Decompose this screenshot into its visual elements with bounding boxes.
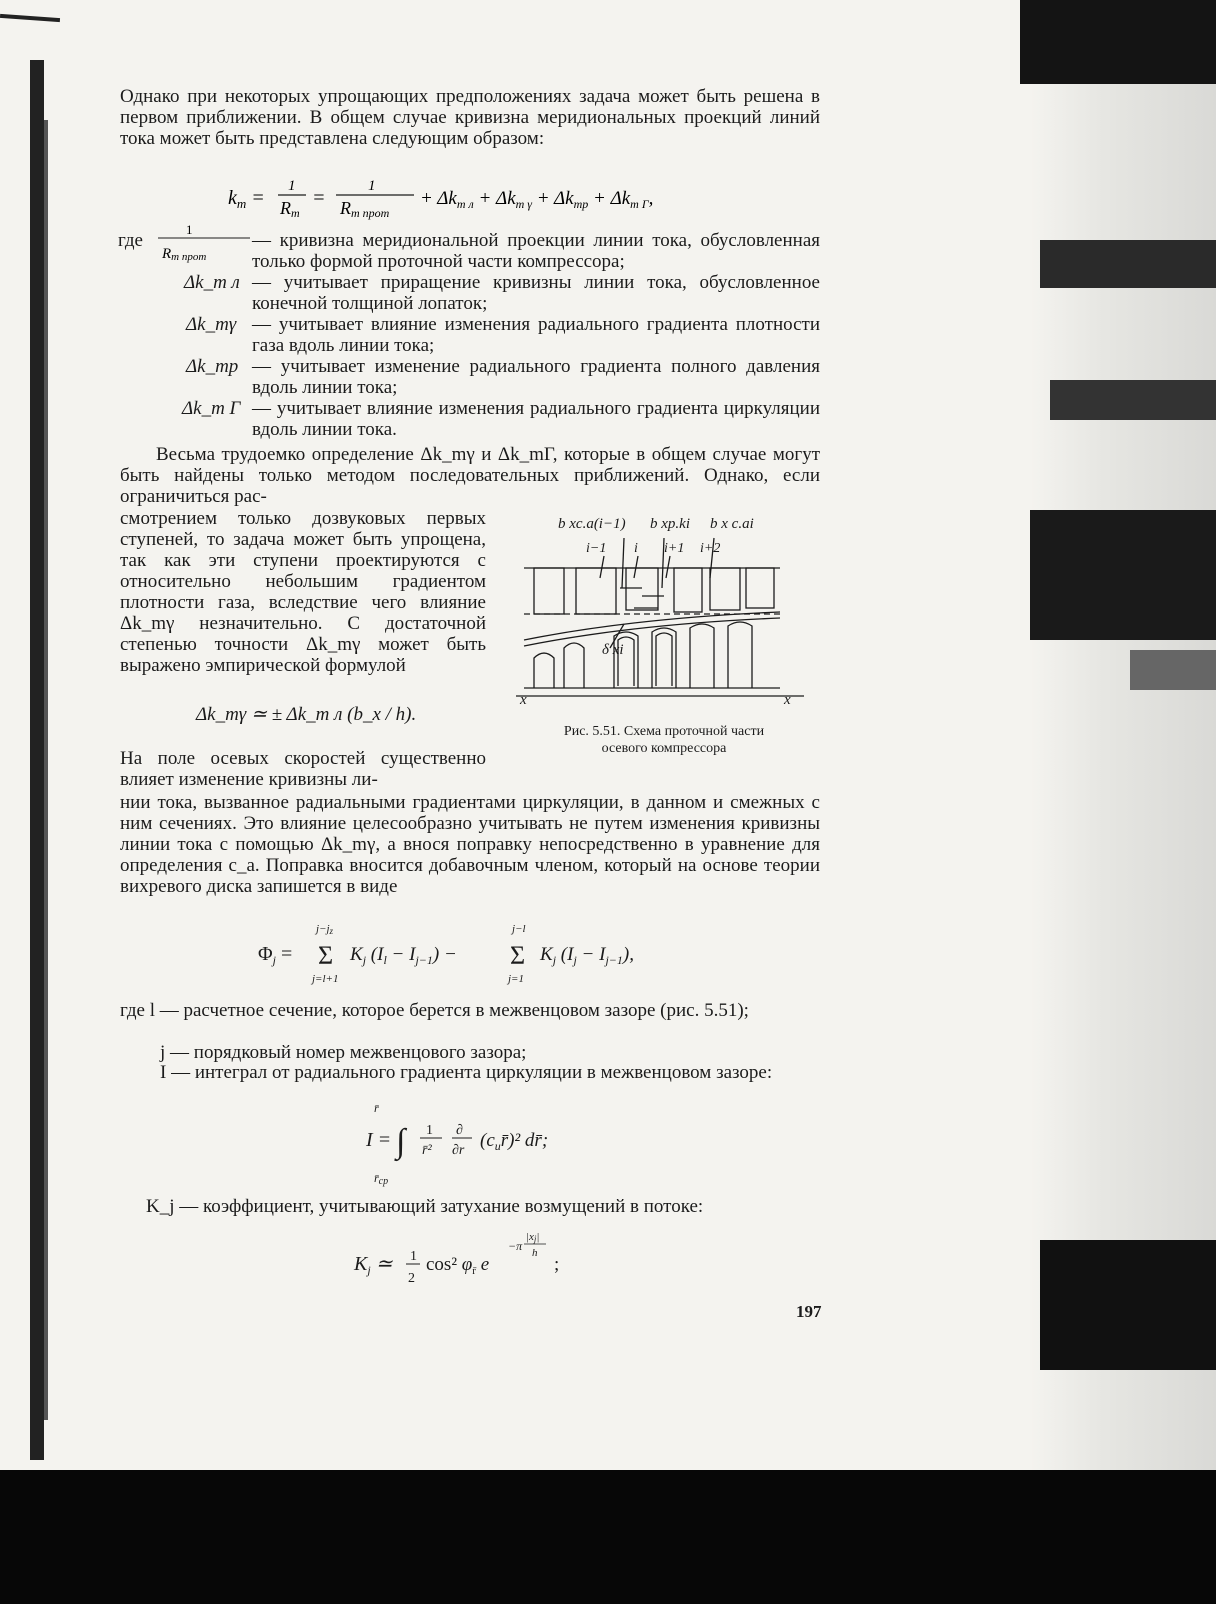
formula-K xyxy=(350,1226,590,1290)
paragraph-third: нии тока, вызванное радиальными градиентами циркуляции, в данном и смежных с ним сечениях. Это влияние целесообразно учитывать не путем изменения кривизны линии тока с помощью Δk_mγ, а внося поправку непосредственно в уравнение для определения c_a. Поправка вносится добавочным членом, который на основе теории вихревого диска запишется в виде xyxy=(120,792,820,897)
formula-integral-svg xyxy=(360,1100,620,1188)
label-i-plus-1: i+1 xyxy=(664,541,685,556)
figure-compressor-schematic xyxy=(514,508,810,708)
svg-text:km =: $k_m$ = xyxy=(228,187,265,211)
svg-text:1: 1 xyxy=(186,222,193,237)
label-i-plus-2: i+2 xyxy=(700,541,721,556)
def4-text: — учитывает изменение радиального градиента полного давления вдоль линии тока; xyxy=(252,356,820,398)
where-label: где xyxy=(118,230,143,251)
svg-text:∂: ∂ xyxy=(456,1123,463,1138)
def-l: где l — расчетное сечение, которое берется в межвенцовом зазоре (рис. 5.51); xyxy=(120,1000,749,1021)
svg-text:;: ; xyxy=(554,1254,560,1275)
formula-km-svg xyxy=(228,174,728,222)
svg-text:Rm прот: Rm прот xyxy=(340,198,390,220)
def3-term: Δk_mγ xyxy=(186,314,237,335)
svg-text:j=l+1: j=l+1 xyxy=(312,973,339,985)
svg-text:r̄²: r̄² xyxy=(422,1143,432,1158)
paragraph-second-column: смотрением только дозвуковых первых ступеней, то задача может быть упрощена, так как эти ступени проектируются с относительно небольшим градиентом плотности газа, вследствие чего влияние Δk_mγ незначительно. С достаточной степенью точности Δk_mγ может быть выражено эмпирической формулой xyxy=(120,508,486,676)
paragraph-intro: Однако при некоторых упрощающих предположениях задача может быть решена в первом приближении. В общем случае кривизна меридиональных проекций линий тока может быть представлена следующим образом: xyxy=(120,86,820,149)
label-bxcai: b x c.ai xyxy=(710,516,754,532)
def4-term: Δk_mp xyxy=(186,356,239,377)
def5-term: Δk_m Г xyxy=(182,398,241,419)
svg-text:Φj =: $\Phi_j$ = xyxy=(258,943,293,967)
scan-block-right xyxy=(1030,510,1216,640)
svg-text:Rm: Rm xyxy=(280,198,300,220)
svg-text:−π: −π xyxy=(508,1239,523,1253)
def5-text: — учитывает влияние изменения радиального градиента циркуляции вдоль линии тока. xyxy=(252,398,820,440)
scan-edge-left-inner xyxy=(44,120,48,1420)
scan-block-right xyxy=(1040,240,1216,288)
svg-text:I =: I = xyxy=(366,1129,392,1151)
formula-phi-svg xyxy=(250,920,690,990)
svg-text:Kj (Ij − Ij−1),: $K_j$ $(I_j - I_{j-1})$, xyxy=(540,944,634,967)
svg-text:Rm прот: Rm прот xyxy=(162,246,207,263)
paragraph-second: Весьма трудоемко определение Δk_mγ и Δk_mГ, которые в общем случае могут быть найдены только методом последовательных приближений. Однако, если ограничиться рас- xyxy=(120,444,820,507)
label-i-minus-1: i−1 xyxy=(586,541,607,556)
scan-block-right-top xyxy=(1020,0,1216,84)
formula-K-svg xyxy=(350,1226,590,1290)
label-x-right: x xyxy=(784,692,791,708)
svg-text:Σ: Σ xyxy=(510,941,526,970)
scan-edge-left xyxy=(30,60,44,1460)
paragraph-third-column: На поле осевых скоростей существенно влияет изменение кривизны ли- xyxy=(120,748,486,790)
svg-text:1: 1 xyxy=(410,1249,417,1264)
svg-text:1: 1 xyxy=(426,1123,433,1138)
figure-svg xyxy=(514,508,810,708)
def-I: I — интеграл от радиального градиента циркуляции в межвенцовом зазоре: xyxy=(160,1062,773,1083)
formula-integral xyxy=(360,1100,620,1188)
svg-text:|xj|: |xj| xyxy=(526,1231,540,1244)
formula-phi xyxy=(250,920,690,990)
svg-text:1: 1 xyxy=(368,178,376,194)
svg-text:1: 1 xyxy=(288,178,296,194)
svg-text:h: h xyxy=(532,1247,538,1259)
svg-text:(cur̄)² dr̄;: $(c_ur̄)^2$ dr̄; xyxy=(480,1130,549,1153)
figure-caption-line1: Рис. 5.51. Схема проточной части xyxy=(563,724,765,739)
formula-km xyxy=(228,174,728,222)
svg-text:=: = xyxy=(312,187,326,209)
def1-term-svg xyxy=(156,222,252,266)
def1-term xyxy=(156,222,252,266)
label-bxca-prev: b xc.a(i−1) xyxy=(558,516,626,532)
def2-term: Δk_m л xyxy=(184,272,240,293)
svg-text:∫: ∫ xyxy=(396,1123,406,1160)
scan-artifact-top xyxy=(0,14,60,22)
svg-text:j−l: j−l xyxy=(512,923,526,935)
svg-text:j=1: j=1 xyxy=(508,973,524,985)
svg-text:Kj (Il − Ij−1) −: $K_j$ $(I_l - I_{j-1})$ − xyxy=(350,944,457,967)
svg-text:Σ: Σ xyxy=(318,941,334,970)
scan-block-right xyxy=(1130,650,1216,690)
svg-text:+ Δkm л + Δkm γ + Δkmp + Δkm Г: + $\Delta k_{m л} + \Delta k_{m \gamma} + \Delta k_{mp} + \Delta k_{m Г}$, xyxy=(420,188,654,211)
svg-text:2: 2 xyxy=(408,1271,415,1286)
label-bxpki: b xp.ki xyxy=(650,516,690,532)
formula-approx: Δk_mγ ≃ ± Δk_m л (b_x / h). xyxy=(196,704,417,725)
svg-text:∂r: ∂r xyxy=(452,1143,465,1158)
figure-caption-line2: осевого компрессора xyxy=(601,741,727,756)
svg-text:r̄: r̄ xyxy=(374,1101,379,1115)
def2-text: — учитывает приращение кривизны линии тока, обусловленное конечной толщиной лопаток; xyxy=(252,272,820,314)
label-x-left: x xyxy=(520,692,527,708)
scan-band-bottom xyxy=(0,1470,1216,1604)
scan-block-right xyxy=(1040,1240,1216,1370)
scan-block-right xyxy=(1050,380,1216,420)
def3-text: — учитывает влияние изменения радиального градиента плотности газа вдоль линии тока; xyxy=(252,314,820,356)
label-i: i xyxy=(634,541,638,556)
page-number: 197 xyxy=(796,1302,822,1321)
svg-text:r̄ср: r̄ср xyxy=(374,1171,389,1187)
def1-text: — кривизна меридиональной проекции линии тока, обусловленная только формой проточной части компрессора; xyxy=(252,230,820,272)
svg-text:cos² φr̄ e: cos² $\varphi_{r̄}$ e xyxy=(426,1254,490,1277)
svg-text:j−jz: j−jz xyxy=(316,923,334,936)
svg-text:Kj ≃: $K_j$ ≃ xyxy=(354,1253,393,1277)
label-delta-xi: δ xi xyxy=(602,642,624,658)
def-K: K_j — коэффициент, учитывающий затухание возмущений в потоке: xyxy=(146,1196,704,1217)
def-j: j — порядковый номер межвенцового зазора; xyxy=(160,1042,527,1063)
